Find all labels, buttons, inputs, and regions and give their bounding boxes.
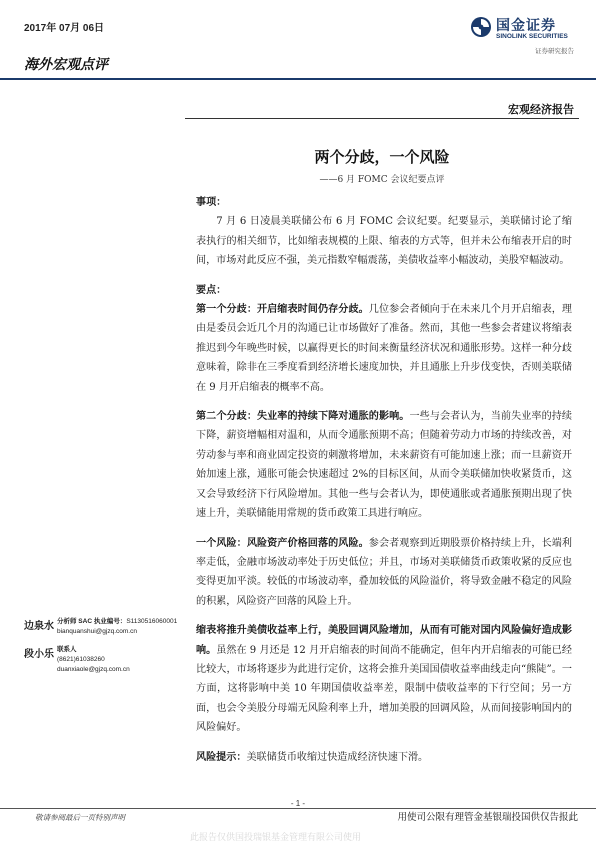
point-paragraph-2	[196, 407, 572, 523]
point-lead-2: 第二个分歧：失业率的持续下降对通胀的影响。	[196, 411, 410, 423]
page-number: - 1 -	[290, 799, 306, 808]
page-title: 两个分歧，一个风险	[314, 148, 450, 166]
point-text-1: 几位参会者倾向于在未来几个月开启缩表，理由是委员会近几个月的沟通已让市场做好了准备。然而，其他一些参会者建议将缩表推迟到今年晚些时候，以赢得更长的时间来衡量经济状况和通胀形势。这样一种分歧意味着，除非在三季度看到经济增长速度加快，并且通胀上升步伐变快，否则美联储在 9 月开启缩表的概率不高。	[196, 304, 573, 393]
header-divider	[0, 78, 596, 80]
point-text-3: 参会者观察到近期股票价格持续上升，长端利率走低，金融市场波动率处于历史低位；并且，市场对美联储货币政策收紧的反应也变得更加平淡。较低的市场波动率，叠加较低的风险溢价，将导致金融不稳定的风险的积累，风险资产回落的风险上升。	[196, 537, 573, 607]
brand-logo	[470, 14, 580, 55]
points-heading: 要点：	[196, 284, 227, 296]
contact-info	[57, 645, 217, 675]
brand-name-en: SINOLINK SECURITIES	[496, 33, 568, 40]
brand-name-cn: 国金证券	[496, 18, 556, 34]
footer-watermark: 此报告仅供国投瑞银基金管理有限公司使用	[190, 833, 362, 843]
footer-authorization: 用使司公限有理管金基银瑞投国供仅告报此	[397, 812, 578, 823]
point-text-2: 一些与会者认为，当前失业率的持续下降，薪资增幅相对温和，从而令通胀预期不高；但随着劳动力市场的持续改善，对劳动参与率和商业固定投资的刺激将增加，未来薪资有可能加速上涨；而一旦薪资开始加速上涨，通胀可能会快速超过 2%的目标区间，从而令美联储加快收紧货币，这又会导致经济下行风险增加。其他一些与会者认为，即使通胀或者通胀预期出现了快速上升，美联储能用常规的货币政策工具进行响应。	[196, 411, 573, 520]
report-type: 宏观经济报告	[508, 103, 574, 116]
point-lead-3: 一个风险：风险资产价格回落的风险。	[196, 537, 369, 549]
sinolink-logo-icon	[470, 16, 492, 38]
analyst-info	[57, 617, 217, 637]
risk-text: 美联储货币收缩过快造成经济快速下滑。	[246, 751, 429, 763]
contact-role: 联系人	[57, 646, 77, 653]
section-title: 海外宏观点评	[24, 57, 108, 73]
analyst-email: bianquanshui@gjzq.com.cn	[57, 628, 137, 635]
report-date: 2017年 07月 06日	[24, 23, 105, 34]
risk-paragraph	[196, 748, 572, 767]
point-paragraph-3	[196, 534, 572, 612]
analyst-cert: S1130516060001	[126, 618, 178, 625]
analyst-name: 边泉水	[24, 621, 54, 632]
report-type-divider	[185, 118, 579, 119]
point-text-4: 虽然在 9 月还是 12 月开启缩表的时间尚不能确定，但年内开启缩表的可能已经比较大，市场将逐步为此进行定价，这将会推升美国国债收益率曲线走向“熊陡”。一方面，这将影响中美 10 年期国债收益率差，限制中债收益率的下行空间；另一方面，也会令美股分母端无风险利率上升，增加美股的回调风险，从而间接影响国内的风险偏好。	[196, 644, 572, 734]
events-heading: 事项：	[196, 197, 227, 208]
point-paragraph-1	[196, 300, 572, 397]
risk-lead: 风险提示：	[196, 751, 247, 763]
page-subtitle: ——6 月 FOMC 会议纪要点评	[319, 175, 445, 185]
point-lead-4: 缩表将推升美债收益率上行，美股回调风险增加，从而有可能对国内风险偏好造成影响。	[196, 625, 572, 656]
brand-subtitle: 证券研究报告	[535, 47, 574, 55]
events-paragraph: 7 月 6 日凌晨美联储公布 6 月 FOMC 会议纪要。纪要显示，美联储讨论了缩表执行的相关细节，比如缩表规模的上限、缩表的方式等，但并未公布缩表开启的时间，市场对此反应不强，美元指数窄幅震荡，美债收益率小幅波动，美股窄幅波动。	[196, 216, 572, 267]
point-lead-1: 第一个分歧：开启缩表时间仍存分歧。	[196, 304, 369, 316]
report-body	[196, 193, 572, 777]
contact-email: duanxiaole@gjzq.com.cn	[57, 666, 130, 673]
analyst-role: 分析师 SAC 执业编号：	[57, 618, 127, 625]
point-paragraph-4	[196, 621, 572, 737]
contact-name: 段小乐	[24, 649, 54, 660]
footer-disclaimer: 敬请参阅最后一页特别声明	[35, 813, 125, 822]
contact-phone: (8621)61038260	[57, 656, 105, 663]
